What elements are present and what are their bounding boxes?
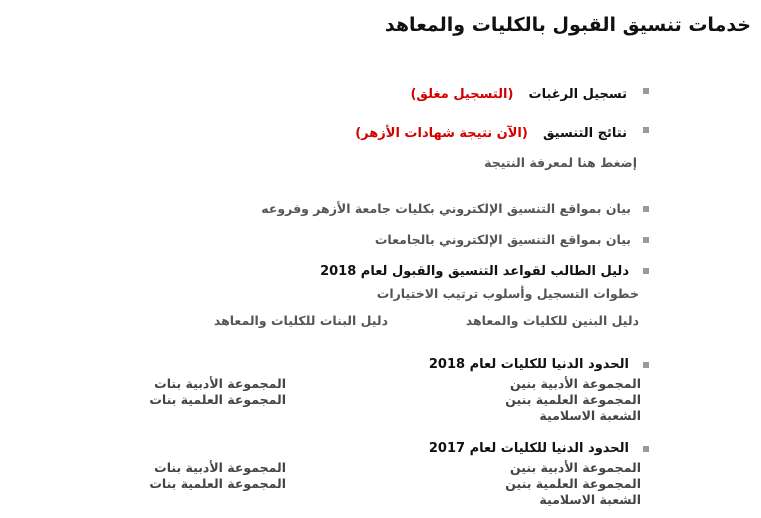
univ-sites-link[interactable]: بيان بمواقع التنسيق الإلكتروني بالجامعات — [374, 232, 631, 247]
registration-status: (التسجيل مغلق) — [410, 87, 514, 102]
registration-label[interactable]: تسجيل الرغبات — [528, 87, 627, 102]
results-label[interactable]: نتائج التنسيق — [542, 126, 627, 141]
limits-2017-title: الحدود الدنيا للكليات لعام 2017 — [428, 441, 629, 456]
limits-2018-boys-science[interactable]: المجموعة العلمية بنين — [505, 392, 641, 407]
azhar-sites-link[interactable]: بيان بمواقع التنسيق الإلكتروني بكليات جامعة الأزهر وفروعه — [261, 201, 631, 216]
limits-2018-title: الحدود الدنيا للكليات لعام 2018 — [428, 357, 629, 372]
bullet-icon — [643, 446, 649, 452]
limits-2017-islamic[interactable]: الشعبة الاسلامية — [539, 492, 641, 507]
limits-2017-boys-science[interactable]: المجموعة العلمية بنين — [505, 476, 641, 491]
bullet-icon — [643, 237, 649, 243]
page-title: خدمات تنسيق القبول بالكليات والمعاهد — [384, 14, 751, 36]
guide-title[interactable]: دليل الطالب لقواعد التنسيق والقبول لعام 2018 — [320, 264, 629, 279]
boys-guide-link[interactable]: دليل البنين للكليات والمعاهد — [465, 313, 639, 328]
limits-2018-islamic[interactable]: الشعبة الاسلامية — [539, 408, 641, 423]
bullet-icon — [643, 88, 649, 94]
limits-2017-girls-literary[interactable]: المجموعة الأدبية بنات — [154, 460, 286, 475]
results-link[interactable]: إضغط هنا لمعرفة النتيجة — [484, 155, 637, 170]
bullet-icon — [643, 268, 649, 274]
limits-2018-girls-literary[interactable]: المجموعة الأدبية بنات — [154, 376, 286, 391]
bullet-icon — [643, 206, 649, 212]
girls-guide-link[interactable]: دليل البنات للكليات والمعاهد — [213, 313, 388, 328]
limits-2017-boys-literary[interactable]: المجموعة الأدبية بنين — [510, 460, 641, 475]
limits-2018-boys-literary[interactable]: المجموعة الأدبية بنين — [510, 376, 641, 391]
guide-steps-link[interactable]: خطوات التسجيل وأسلوب ترتيب الاختيارات — [376, 286, 639, 301]
results-status: (الآن نتيجة شهادات الأزهر) — [355, 126, 528, 141]
bullet-icon — [643, 127, 649, 133]
limits-2017-girls-science[interactable]: المجموعة العلمية بنات — [149, 476, 286, 491]
limits-2018-girls-science[interactable]: المجموعة العلمية بنات — [149, 392, 286, 407]
bullet-icon — [643, 362, 649, 368]
